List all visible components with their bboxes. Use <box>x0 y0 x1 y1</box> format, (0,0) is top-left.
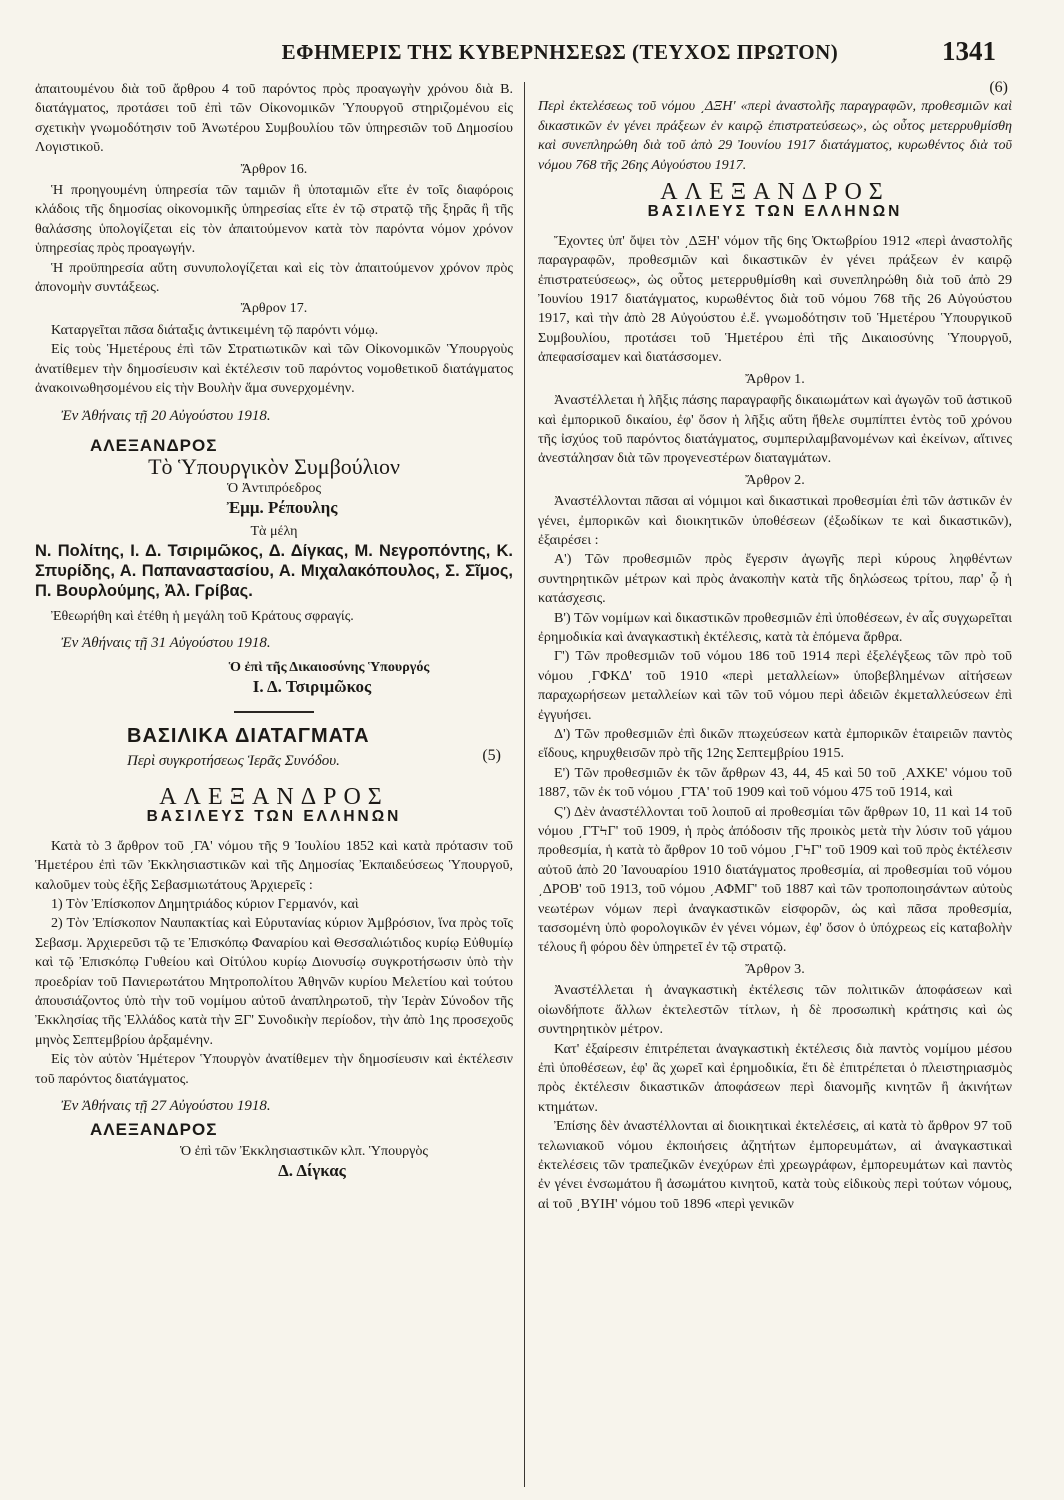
king-name-heading: ΑΛΕΞΑΝΔΡΟΣ <box>159 783 389 810</box>
page-header <box>0 36 1064 74</box>
ecclesiastical-minister-name: Δ. Δίγκας <box>278 1161 346 1181</box>
members-label: Τὰ μέλη <box>250 522 298 539</box>
page-number: 1341 <box>942 36 996 66</box>
decree-6-intro: Ἔχοντες ὑπ' ὄψει τὸν ͵ΔΞΗ' νόμον τῆς 6ης Ὀκτωβρίου 1912 «περὶ ἀναστολῆς παραγραφῶν, προθεσμιῶν καὶ δικαστικῶν ἐν γένει πράξεων ἐν καιρῷ ἐπιστρατεύσεως», ὡς οὗτος μετερρυθμίσθη καὶ συνεπληρώθη διὰ τοῦ ἀπὸ 29 Ἰουνίου 1917 διατάγματος, κυρωθέντος διὰ τοῦ νόμου 768 τῆς 26 Αὐγούστου 1917, καὶ τὴν ἀπὸ 28 Αὐγούστου ἐ.ἔ. γνωμοδότησιν τοῦ Ἡμετέρου Ὑπουργικοῦ Συμβουλίου, προτάσει τοῦ Ἡμετέρου ἐπὶ τῆς Δικαιοσύνης Ὑπουργοῦ, ἀπεφασίσαμεν καὶ διατάσσομεν. <box>538 232 1012 366</box>
gazette-title: ΕΦΗΜΕΡΙΣ ΤΗΣ ΚΥΒΕΡΝΗΣΕΩΣ (ΤΕΥΧΟΣ ΠΡΩΤΟΝ) <box>281 40 839 64</box>
intro-paragraph: ἀπαιτουμένου διὰ τοῦ ἄρθρου 4 τοῦ παρόντος πρὸς προαγωγὴν χρόνου διὰ Β. διατάγματος, προτάσει τοῦ ἐπὶ τῶν Οἰκονομικῶν Ὑπουργοῦ στηριζομένου εἰς σχετικὴν γνωμοδότησιν τοῦ Ἀνωτέρου Συμβουλίου τῶν ὑπηρεσιῶν τοῦ Δημοσίου Λογιστικοῦ. <box>35 81 513 156</box>
article-16-paragraph-1: Ἡ προηγουμένη ὑπηρεσία τῶν ταμιῶν ἢ ὑποταμιῶν εἴτε ἐν τοῖς διαφόροις κλάδοις τῆς δημοσίας οἰκονομικῆς ὑπηρεσίας εἴτε ἐν τῷ στρατῷ τῆς ξηρᾶς ἢ τῆς θαλάσσης ὑπολογίζεται εἰς τὸν ἀπαιτούμενον κατὰ τὸν παρόντα νόμον χρόνον ὑπηρεσίας πρὸς προαγωγήν. <box>35 182 513 257</box>
decree-5-number: (5) <box>482 746 501 764</box>
article-2-item-d: Δ') Τῶν προθεσμιῶν ἐπὶ δικῶν πτωχεύσεων κατὰ ἐμπορικῶν ἑταιρειῶν παντὸς εἴδους, κηρυχθεισῶν πρὸ τῆς 12ης Σεπτεμβρίου 1915. <box>538 726 1012 762</box>
vice-president-label: Ὁ Ἀντιπρόεδρος <box>226 479 322 496</box>
article-1-paragraph: Ἀναστέλλεται ἡ λῆξις πάσης παραγραφῆς δικαιωμάτων καὶ ἀγωγῶν τοῦ ἀστικοῦ καὶ ἐμπορικοῦ δικαίου, ἐφ' ὅσον ἡ λῆξις αὕτη ἤθελε συμπίπτει ἐντὸς τοῦ χρόνου τῆς ἰσχύος τοῦ παρόντος διατάγματος, συμπεριλαμβανομένων καὶ ἐκείνων, αἵτινες ἀνεστάλησαν διὰ τῶν προγενεστέρων διαταγμάτων. <box>538 392 1012 467</box>
left-column <box>35 80 513 1185</box>
council-heading: Τὸ Ὑπουργικὸν Συμβούλιον <box>148 454 400 480</box>
article-3-paragraph-3: Ἐπίσης δὲν ἀναστέλλονται αἱ διοικητικαὶ ἐκτελέσεις, αἱ κατὰ τὸ ἄρθρον 97 τοῦ τελωνιακοῦ νόμου ἐκποιήσεις ἀζητήτων ἐμπορευμάτων, αἱ ἀναγκαστικαὶ ἐκτελέσεις τῶν τραπεζικῶν ἐνεχύρων ἐπὶ χρεωγράφων, ἐμπορευμάτων καὶ παντὸς ἐν γένει ἐνσωμάτου ἢ ἀσωμάτου κινητοῦ, κατὰ τοὺς εἰδικοὺς περὶ τούτων νόμους, αἱ τοῦ ͵ΒΥΙΗ' νόμου τοῦ 1896 «περὶ γενικῶν <box>538 1118 1012 1212</box>
decree-5-header <box>35 746 513 772</box>
article-17-paragraph-1: Καταργεῖται πᾶσα διάταξις ἀντικειμένη τῷ παρόντι νόμῳ. <box>51 321 379 338</box>
article-2-title: Ἄρθρον 2. <box>745 471 805 488</box>
section-title: ΒΑΣΙΛΙΚΑ ΔΙΑΤΑΓΜΑΤΑ <box>127 724 370 747</box>
right-column <box>538 80 1012 1214</box>
article-16-title: Ἄρθρον 16. <box>240 160 308 177</box>
vice-president-name: Ἐμμ. Ρέπουλης <box>226 498 338 518</box>
dateline-2: Ἐν Ἀθήναις τῇ 31 Αὐγούστου 1918. <box>61 635 271 652</box>
article-2-item-e: Ε') Τῶν προθεσμιῶν ἐκ τῶν ἄρθρων 43, 44, 45 καὶ 50 τοῦ ͵ΑΧΚΕ' νόμου τοῦ 1887, τῶν ἐκ τοῦ νόμου ͵ΓΤΑ' τοῦ 1909 καὶ τοῦ νόμου 475 τοῦ 1914, καὶ <box>538 764 1012 801</box>
decree-5-item-2: 2) Τὸν Ἐπίσκοπον Ναυπακτίας καὶ Εὐρυτανίας κύριον Ἀμβρόσιον, ἵνα πρὸς τοῖς Σεβασμ. Ἀρχιερεῦσι τῷ τε Ἐπισκόπῳ Φαναρίου καὶ Θεσσαλιώτιδος κυρίῳ Εὐθυμίῳ καὶ τῷ Ἐπισκόπῳ Γυθείου καὶ Οἰτύλου κυρίῳ Διονυσίῳ συγκροτήσωσιν ὑπὸ τὴν προεδρίαν τοῦ Πανιερωτάτου Μητροπολίτου Ἀθηνῶν κυρίου Μελετίου καὶ τούτου ἀπουσιάζοντος ὑπὸ τὴν τοῦ νομίμου αὐτοῦ ἀναπληρωτοῦ, τὴν Ἱερὰν Σύνοδον τῆς Ἐκκλησίας τῆς Ἑλλάδος κατὰ τὴν ΞΓ' Συνοδικὴν περίοδον, τὴν ἀπὸ 1ης προσεχοῦς μηνὸς Σεπτεμβρίου ἀρξαμένην. <box>35 915 513 1048</box>
members-list: Ν. Πολίτης, Ι. Δ. Τσιριμῶκος, Δ. Δίγκας, Μ. Νεγροπόντης, Κ. Σπυρίδης, Α. Παπαναστασίου, Α. Μιχαλακόπουλος, Σ. Σῖμος, Π. Βουρλούμης, Ἀλ. Γρίβας. <box>35 541 513 600</box>
king-title-heading: ΒΑΣΙΛΕΥΣ ΤΩΝ ΕΛΛΗΝΩΝ <box>146 808 402 826</box>
article-17-title: Ἄρθρον 17. <box>240 300 308 317</box>
decree-6-title: Περὶ ἐκτελέσεως τοῦ νόμου ͵ΔΞΗ' «περὶ ἀναστολῆς παραγραφῶν, προθεσμιῶν καὶ δικαστικῶν ἐν γένει πράξεων ἐν καιρῷ ἐπιστρατεύσεως», ὡς οὗτος μετερρυθμίσθη καὶ συνεπληρώθη διὰ τοῦ ἀπὸ 29 Ἰουνίου 1917 διατάγματος, κυρωθέντος διὰ τοῦ νόμου 768 τῆς 26ης Αὐγούστου 1917. <box>538 98 1012 173</box>
king-name-heading-right: ΑΛΕΞΑΝΔΡΟΣ <box>660 179 890 206</box>
article-2-item-c: Γ') Τῶν προθεσμιῶν τοῦ νόμου 186 τοῦ 1914 περὶ ἐξελέγξεως τῶν πρὸ τοῦ νόμου ͵ΓΦΚΔ' τοῦ 1910 «περὶ μεταλλείων» ὑποβεβλημένων αἰτήσεων παραχωρήσεων μεταλλείων καὶ τῶν τοῦ νόμου περὶ ἀδειῶν ἐκμεταλλεύσεων ἐπὶ ἐγγυήσει. <box>538 648 1012 723</box>
article-2-item-f: Ϛ') Δὲν ἀναστέλλονται τοῦ λοιποῦ αἱ προθεσμίαι τῶν ἄρθρων 10, 11 καὶ 14 τοῦ νόμου ͵ΓΤϞΓ' τοῦ 1909, ἡ πρὸς ἀπόδοσιν τῆς προικὸς μετὰ τὴν λύσιν τοῦ γάμου προθεσμία, ἡ κατὰ τὸ ἄρθρον 10 τοῦ νόμου ͵ΓϞΓ' τοῦ 1909 καὶ τοῦ πρὸς ἐκτέλεσιν αὐτοῦ ἀπὸ 20 Ἰανουαρίου 1910 διατάγματος προθεσμία, αἱ προθεσμίαι τοῦ νόμου ͵ΔΡΟΒ' τοῦ 1913, τοῦ νόμου ͵ΑΦΜΓ' τοῦ 1887 καὶ τῶν τροποποιησάντων αὐτοὺς νεωτέρων νόμων περὶ ἀναγκαστικῶν εἰσφορῶν, ὡς καὶ πᾶσα προθεσμία, τασσομένη ὑπὸ φορολογικῶν ἐν γένει νόμων, ἐφ' ὅσον ὁ ὑπόχρεως εἰς καταβολὴν τέλους ἢ φόρου δὲν ὑπηρετεῖ ἐν τῷ στρατῷ. <box>538 803 1012 956</box>
decree-5-paragraph-1: Κατὰ τὸ 3 ἄρθρον τοῦ ͵ΓΑ' νόμου τῆς 9 Ἰουλίου 1852 καὶ κατὰ πρότασιν τοῦ Ἡμετέρου ἐπὶ τῶν Ἐκκλησιαστικῶν καὶ τῆς Δημοσίας Ἐκπαιδεύσεως Ὑπουργοῦ, καλοῦμεν τοὺς ἑξῆς Σεβασμιωτάτους Ἀρχιερεῖς : <box>35 837 513 893</box>
decree-6-number: (6) <box>989 79 1008 96</box>
article-3-paragraph-1: Ἀναστέλλεται ἡ ἀναγκαστικὴ ἐκτέλεσις τῶν πολιτικῶν ἀποφάσεων καὶ οἱωνδήποτε ἄλλων ἐκτελεστῶν τίτλων, ἡ δὲ προσωπικὴ κράτησις καὶ ὡς συντηρητικὸν μέτρον. <box>538 982 1012 1038</box>
decree-5-paragraph-2: Εἰς τὸν αὐτὸν Ἡμέτερον Ὑπουργὸν ἀνατίθεμεν τὴν δημοσίευσιν καὶ ἐκτέλεσιν τοῦ παρόντος διατάγματος. <box>35 1051 513 1087</box>
decree-5-item-1: 1) Τὸν Ἐπίσκοπον Δημητριάδος κύριον Γερμανόν, καὶ <box>51 896 359 912</box>
king-signature-3: ΑΛΕΞΑΝΔΡΟΣ <box>90 1120 218 1140</box>
article-1-title: Ἄρθρον 1. <box>745 370 805 387</box>
article-16-paragraph-2: Ἡ προϋπηρεσία αὕτη συνυπολογίζεται καὶ εἰς τὸν ἀπαιτούμενον χρόνον πρὸς ἀπονομὴν συντάξεως. <box>35 259 513 296</box>
dateline-1: Ἐν Ἀθήναις τῇ 20 Αὐγούστου 1918. <box>61 407 271 424</box>
dateline-3: Ἐν Ἀθήναις τῇ 27 Αὐγούστου 1918. <box>61 1098 271 1115</box>
seal-statement: Ἐθεωρήθη καὶ ἐτέθη ἡ μεγάλη τοῦ Κράτους σφραγίς. <box>51 607 354 624</box>
article-3-title: Ἄρθρον 3. <box>745 960 805 977</box>
column-divider <box>524 82 525 1487</box>
article-17-paragraph-2: Εἰς τοὺς Ἡμετέρους ἐπὶ τῶν Στρατιωτικῶν καὶ τῶν Οἰκονομικῶν Ὑπουργοὺς ἀνατίθεμεν τὴν δημοσίευσιν καὶ ἐκτέλεσιν τοῦ παρόντος νομοθετικοῦ διατάγματος ἀνακοινωθησομένου εἰς τὴν Βουλὴν ἅμα συνερχομένην. <box>35 341 513 397</box>
king-title-heading-right: ΒΑΣΙΛΕΥΣ ΤΩΝ ΕΛΛΗΝΩΝ <box>647 203 903 221</box>
article-3-paragraph-2: Κατ' ἐξαίρεσιν ἐπιτρέπεται ἀναγκαστικὴ ἐκτέλεσις διὰ παντὸς νομίμου μέσου ἐπὶ ὑποθέσεων, ἐφ' ἃς χωρεῖ καὶ ἐρημοδικία, ἔτι δὲ ἐπιτρέπεται ὁ πλειστηριασμὸς πρὸς ἐκτέλεσιν δικαστικῶν ἀποφάσεων περὶ διανομῆς κινητῶν ἢ ἀκινήτων κτημάτων. <box>538 1040 1012 1115</box>
ecclesiastical-minister-label: Ὁ ἐπὶ τῶν Ἐκκλησιαστικῶν κλπ. Ὑπουργὸς <box>179 1142 429 1159</box>
article-2-paragraph: Ἀναστέλλονται πᾶσαι αἱ νόμιμοι καὶ δικαστικαὶ προθεσμίαι ἐπὶ τῶν ἀστικῶν ἐν γένει, ἐμπορικῶν καὶ διοικητικῶν ὑποθέσεων (ἐξωδίκων τε καὶ δικαστικῶν), ἐξαιρέσει : <box>538 493 1012 548</box>
justice-minister-name: Ι. Δ. Τσιριμῶκος <box>252 677 372 697</box>
article-2-item-b: Β') Τῶν νομίμων καὶ δικαστικῶν προθεσμιῶν ἐπὶ ὑποθέσεων, ἐν αἷς συγχωρεῖται ἐρημοδικία καὶ ἀναγκαστικὴ ἐκτέλεσις, κατὰ τὰ ἑπόμενα ἄρθρα. <box>538 609 1012 645</box>
king-signature-1: ΑΛΕΞΑΝΔΡΟΣ <box>90 435 218 455</box>
article-2-item-a: Α') Τῶν προθεσμιῶν πρὸς ἔγερσιν ἀγωγῆς περὶ κύρους ληφθέντων συντηρητικῶν μέτρων καὶ πρὸς ἀνακοπὴν κατὰ τῆς δηλώσεως τρίτου, παρ' ᾧ ἡ κατάσχεσις. <box>538 551 1012 607</box>
separator-rule <box>234 711 314 713</box>
justice-minister-label: Ὁ ἐπὶ τῆς Δικαιοσύνης Ὑπουργός <box>228 658 430 675</box>
decree-5-subject: Περὶ συγκροτήσεως Ἱερᾶς Συνόδου. <box>127 752 340 769</box>
